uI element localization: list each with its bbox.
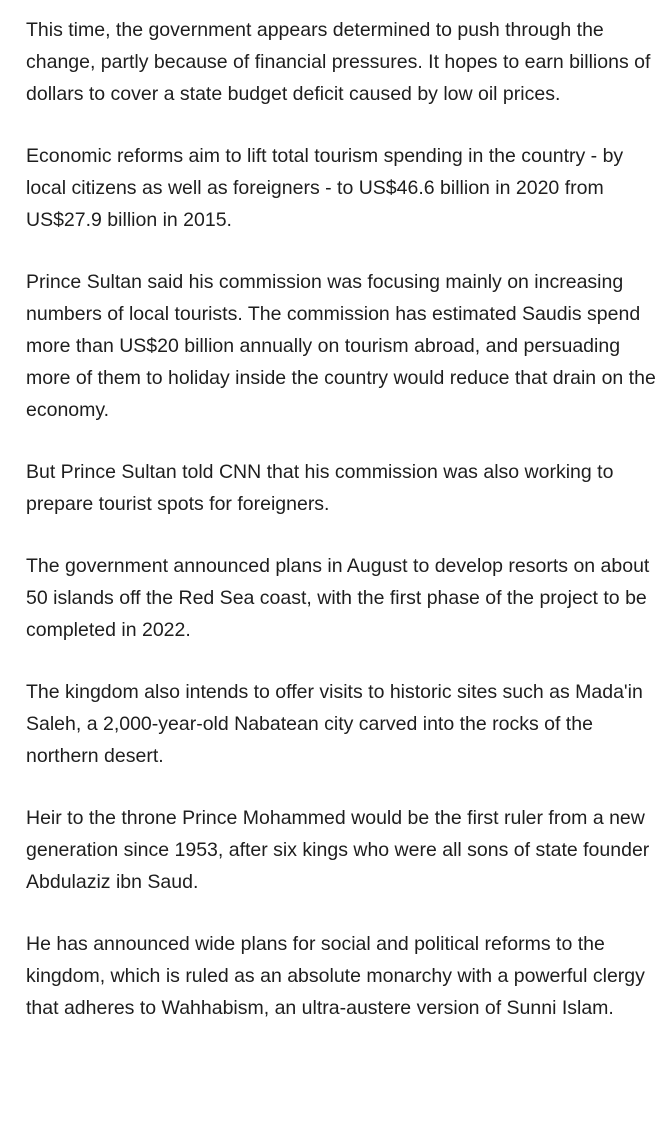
paragraph-red-sea-resorts: The government announced plans in August to develop resorts on about 50 islands off the Red Sea coast, with the first phase of the project to be completed in 2022. (26, 555, 650, 641)
paragraph-heir-to-throne: Heir to the throne Prince Mohammed would be the first ruler from a new generation since 1953, after six kings who were all sons of state founder Abdulaziz ibn Saud. (26, 807, 650, 893)
paragraph-tourism-spending: Economic reforms aim to lift total tourism spending in the country - by local citizens as well as foreigners - to US$46.6 billion in 2020 from US$27.9 billion in 2015. (26, 145, 624, 231)
paragraph-reforms: He has announced wide plans for social and political reforms to the kingdom, which is ruled as an absolute monarchy with a powerful clergy that adheres to Wahhabism, an ultra-austere version of Sunni Islam. (26, 933, 645, 1019)
paragraph-local-tourists: Prince Sultan said his commission was focusing mainly on increasing numbers of local tourists. The commission has estimated Saudis spend more than US$20 billion annually on tourism abroad, and persuading more of them to holiday inside the country would reduce that drain on the economy. (26, 271, 656, 421)
paragraph-historic-sites: The kingdom also intends to offer visits to historic sites such as Mada'in Saleh, a 2,000-year-old Nabatean city carved into the rocks of the northern desert. (26, 681, 643, 767)
paragraph-budget-deficit: This time, the government appears determined to push through the change, partly because of financial pressures. It hopes to earn billions of dollars to cover a state budget deficit caused by low oil prices. (26, 19, 651, 105)
paragraph-foreigners: But Prince Sultan told CNN that his commission was also working to prepare tourist spots for foreigners. (26, 461, 614, 515)
article-body (26, 14, 656, 1054)
